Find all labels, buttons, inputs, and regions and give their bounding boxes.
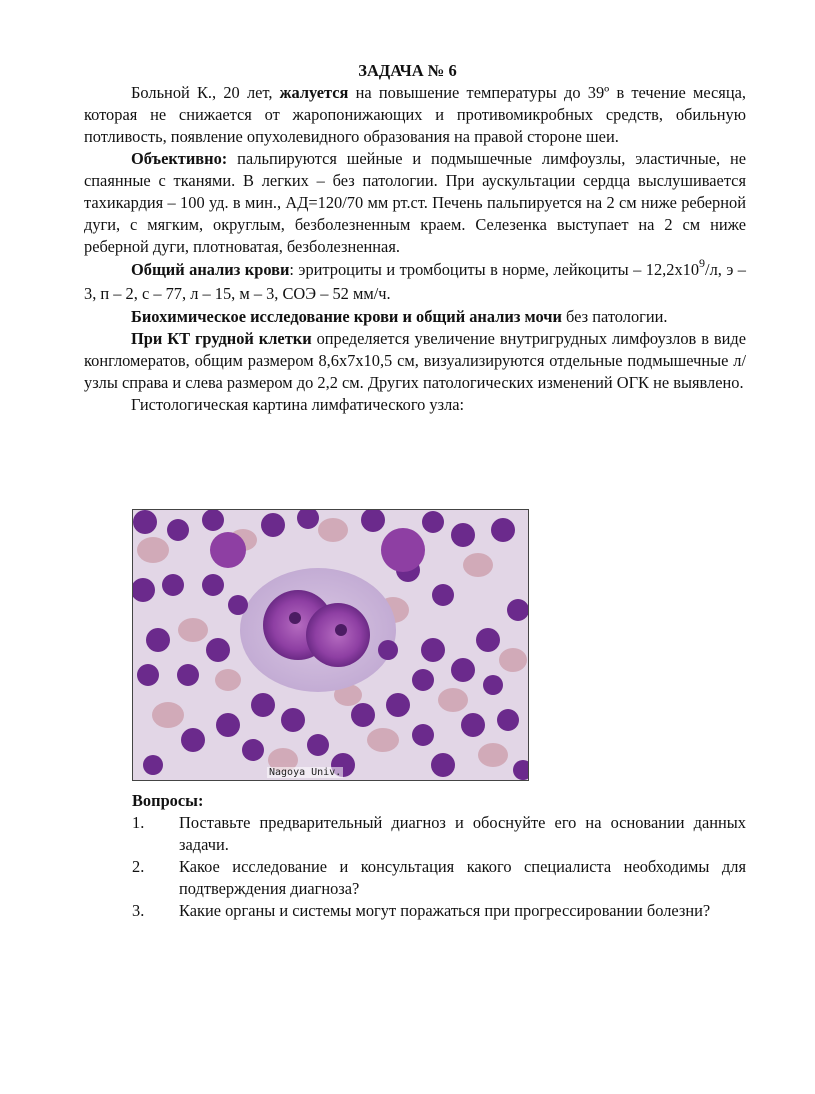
histology-image xyxy=(132,509,529,781)
histology-micrograph xyxy=(133,510,528,780)
question-text: Поставьте предварительный диагноз и обоснуйте его на основании данных задачи. xyxy=(179,813,746,854)
question-text: Какие органы и системы могут поражаться при прогрессировании болезни? xyxy=(179,901,711,920)
questions-section xyxy=(132,790,746,922)
ct-label: При КТ грудной клетки xyxy=(131,329,312,348)
blood-text-b: /л, э – 3, п – 2, с – 77, л – 15, м – 3, СОЭ – 52 мм/ч. xyxy=(84,260,746,303)
intro-text-a: Больной К., 20 лет, xyxy=(131,83,280,102)
question-number: 1. xyxy=(132,813,145,832)
blood-paragraph xyxy=(84,258,746,306)
ct-text: определяется увеличение внутригрудных лимфоузлов в виде конгломератов, общим размером 8,6х7х10,5 см, визуализируются отдельные подмышечные л/узлы справа и слева размером до 2,2 см. Других патологических изменений ОГК не выявлено. xyxy=(84,329,747,392)
intro-complaint-label: жалуется xyxy=(279,83,349,102)
objective-text: пальпируются шейные и подмышечные лимфоузлы, эластичные, не спаянные с тканями. В легких – без патологии. При аускультации сердца выслушивается тахикардия – 100 уд. в мин., АД=120/70 мм рт.ст. Печень пальпируется на 2 см ниже реберной дуги, с мягким, округлым, безболезненным краем. Селезенка выступает на 2 см ниже реберной дуги, плотноватая, безболезненная. xyxy=(84,149,746,256)
histology-caption: Гистологическая картина лимфатического узла: xyxy=(131,395,465,414)
ct-paragraph xyxy=(84,328,746,394)
blood-exponent: 9 xyxy=(699,256,706,270)
question-item xyxy=(132,900,746,922)
question-text: Какое исследование и консультация какого специалиста необходимы для подтверждения диагноза? xyxy=(179,857,746,898)
intro-text-c: на повышение температуры до 39º в течение месяца, которая не снижается от жаропонижающих и противомикробных средств, обильную потливость, появление опухолевидного образования на правой стороне шеи. xyxy=(84,83,746,146)
objective-paragraph xyxy=(84,148,746,258)
biochem-label: Биохимическое исследование крови и общий анализ мочи xyxy=(131,307,562,326)
intro-paragraph xyxy=(84,82,746,148)
question-item xyxy=(132,812,746,856)
question-number: 3. xyxy=(132,901,145,920)
question-item xyxy=(132,856,746,900)
case-text xyxy=(84,82,746,416)
blood-text-a: : эритроциты и тромбоциты в норме, лейкоциты – 12,2х10 xyxy=(289,260,700,279)
question-number: 2. xyxy=(132,857,145,876)
task-title: ЗАДАЧА № 6 xyxy=(358,61,457,80)
biochem-paragraph xyxy=(84,306,746,328)
blood-label: Общий анализ крови xyxy=(131,260,290,279)
objective-label: Объективно: xyxy=(131,149,228,168)
figure-watermark: Nagoya Univ. xyxy=(269,767,342,778)
questions-heading: Вопросы: xyxy=(132,791,204,810)
biochem-text: без патологии. xyxy=(561,307,668,326)
